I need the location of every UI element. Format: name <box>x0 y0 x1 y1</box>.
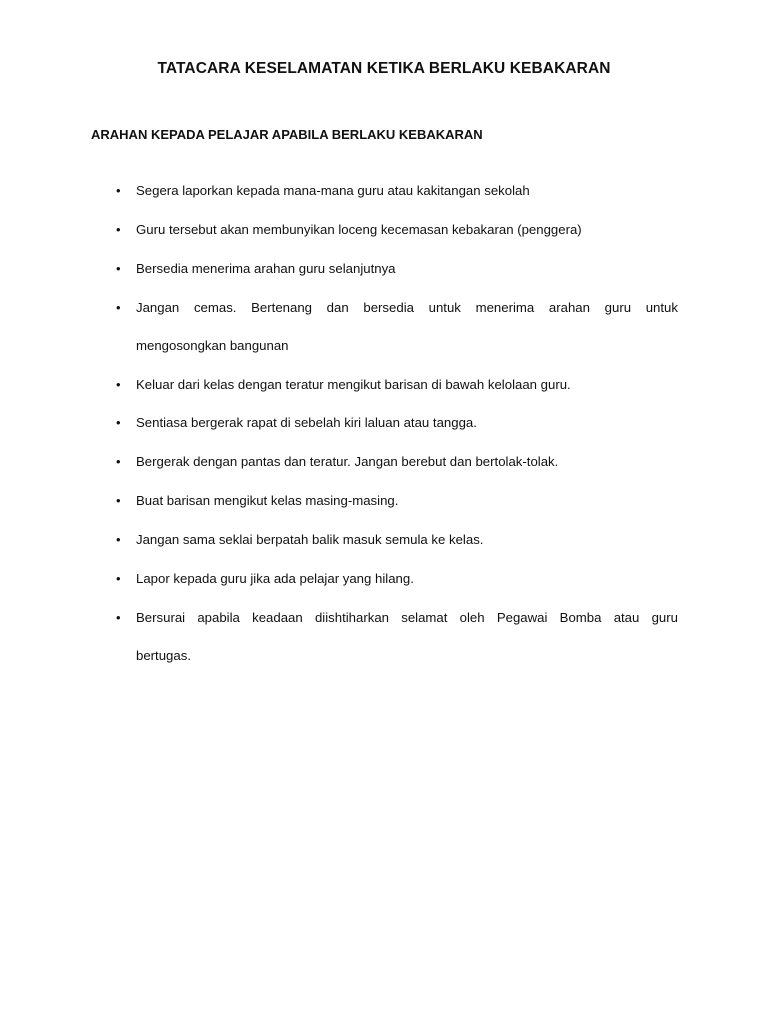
bullet-icon: • <box>116 377 121 392</box>
bullet-icon: • <box>116 300 121 315</box>
list-item-text: Jangan cemas. Bertenang dan bersedia untuk menerima arahan guru untuk <box>136 300 678 315</box>
document-title: TATACARA KESELAMATAN KETIKA BERLAKU KEBAKARAN <box>157 60 611 77</box>
bullet-icon: • <box>116 493 121 508</box>
list-item-text: Jangan sama seklai berpatah balik masuk semula ke kelas. <box>136 532 484 547</box>
bullet-icon: • <box>116 571 121 586</box>
list-item-text: Sentiasa bergerak rapat di sebelah kiri laluan atau tangga. <box>136 415 477 430</box>
bullet-icon: • <box>116 261 121 276</box>
list-item-text: Buat barisan mengikut kelas masing-masing. <box>136 493 399 508</box>
bullet-icon: • <box>116 222 121 237</box>
bullet-icon: • <box>116 183 121 198</box>
bullet-icon: • <box>116 610 121 625</box>
list-item-text: Guru tersebut akan membunyikan loceng kecemasan kebakaran (penggera) <box>136 222 582 237</box>
list-item-text-continued: bertugas. <box>136 648 191 663</box>
bullet-icon: • <box>116 454 121 469</box>
list-item-text: Lapor kepada guru jika ada pelajar yang hilang. <box>136 571 414 586</box>
list-item-text: Bersurai apabila keadaan diishtiharkan selamat oleh Pegawai Bomba atau guru <box>136 610 678 625</box>
list-item-text: Bersedia menerima arahan guru selanjutnya <box>136 261 396 276</box>
list-item-text: Keluar dari kelas dengan teratur mengikut barisan di bawah kelolaan guru. <box>136 377 571 392</box>
bullet-icon: • <box>116 532 121 547</box>
list-item-text: Bergerak dengan pantas dan teratur. Jangan berebut dan bertolak-tolak. <box>136 454 559 469</box>
section-heading: ARAHAN KEPADA PELAJAR APABILA BERLAKU KEBAKARAN <box>91 127 483 142</box>
list-item-text-continued: mengosongkan bangunan <box>136 338 289 353</box>
list-item-text: Segera laporkan kepada mana-mana guru atau kakitangan sekolah <box>136 183 530 198</box>
bullet-icon: • <box>116 415 121 430</box>
